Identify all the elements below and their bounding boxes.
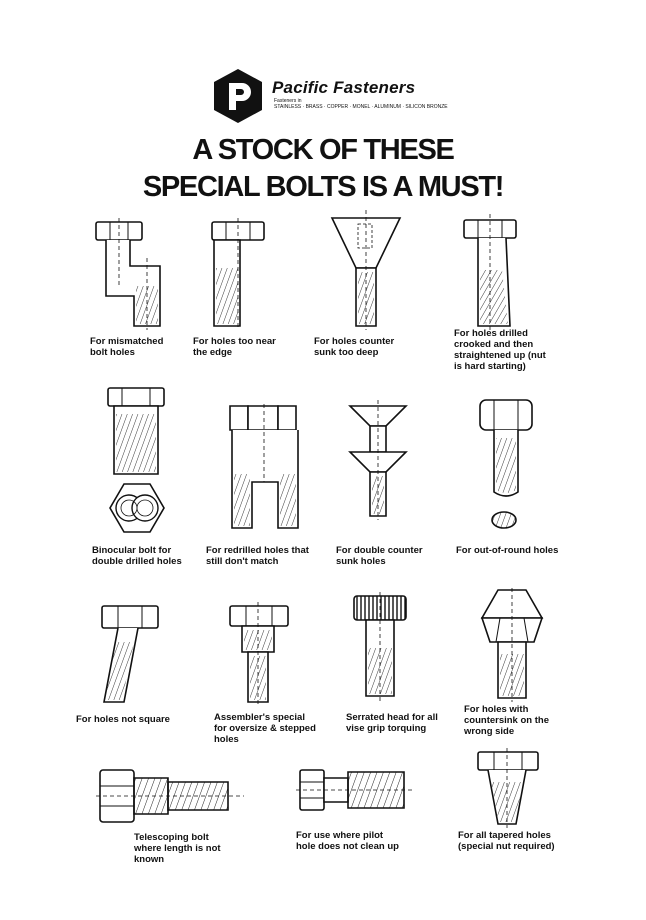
caption-wrong-side: For holes with countersink on the wrong side bbox=[464, 704, 549, 737]
brand-tagline bbox=[274, 98, 448, 110]
pacific-fasteners-logo-icon bbox=[212, 68, 264, 124]
caption-near-edge: For holes too near the edge bbox=[193, 336, 276, 358]
headline-line1: A STOCK OF THESE bbox=[192, 134, 454, 166]
double-countersink-bolt-icon bbox=[346, 400, 410, 520]
pilot-hole-bolt-icon bbox=[296, 766, 412, 816]
brand-name: Pacific Fasteners bbox=[272, 78, 416, 97]
binocular-bolt-icon bbox=[100, 386, 172, 542]
caption-double-countersunk: For double counter sunk holes bbox=[336, 545, 423, 567]
caption-serrated-head: Serrated head for all vise grip torquing bbox=[346, 712, 438, 734]
mismatched-bolt-icon bbox=[88, 218, 168, 330]
caption-assemblers-special: Assembler's special for oversize & stepped holes bbox=[214, 712, 316, 745]
caption-mismatched: For mismatched bolt holes bbox=[90, 336, 164, 358]
brand-tagline-line1: Fasteners in bbox=[274, 98, 302, 104]
tapered-hole-bolt-icon bbox=[474, 748, 544, 828]
wrong-side-countersink-bolt-icon bbox=[478, 588, 548, 702]
not-square-bolt-icon bbox=[96, 602, 172, 706]
caption-telescoping: Telescoping bolt where length is not known bbox=[134, 832, 221, 865]
edge-hole-bolt-icon bbox=[208, 218, 272, 330]
headline-line2: SPECIAL BOLTS IS A MUST! bbox=[142, 171, 504, 203]
caption-redrilled: For redrilled holes that still don't match bbox=[206, 545, 309, 567]
brand-tagline-line2: STAINLESS · BRASS · COPPER · MONEL · ALUMINUM · SILICON BRONZE bbox=[274, 104, 448, 110]
crooked-hole-bolt-icon bbox=[460, 214, 524, 330]
caption-out-of-round: For out-of-round holes bbox=[456, 545, 559, 556]
telescoping-bolt-icon bbox=[96, 764, 244, 828]
deep-countersink-bolt-icon bbox=[326, 210, 406, 330]
serrated-head-bolt-icon bbox=[348, 592, 414, 702]
caption-not-square: For holes not square bbox=[76, 714, 170, 725]
redrilled-bolt-icon bbox=[224, 404, 308, 532]
out-of-round-bolt-icon bbox=[474, 396, 538, 538]
caption-countersunk-deep: For holes counter sunk too deep bbox=[314, 336, 395, 358]
caption-binocular: Binocular bolt for double drilled holes bbox=[92, 545, 182, 567]
caption-pilot-hole: For use where pilot hole does not clean up bbox=[296, 830, 399, 852]
caption-tapered: For all tapered holes (special nut required) bbox=[458, 830, 555, 852]
stepped-hole-bolt-icon bbox=[226, 602, 296, 706]
caption-crooked: For holes drilled crooked and then straightened up (nut is hard starting) bbox=[454, 328, 546, 372]
